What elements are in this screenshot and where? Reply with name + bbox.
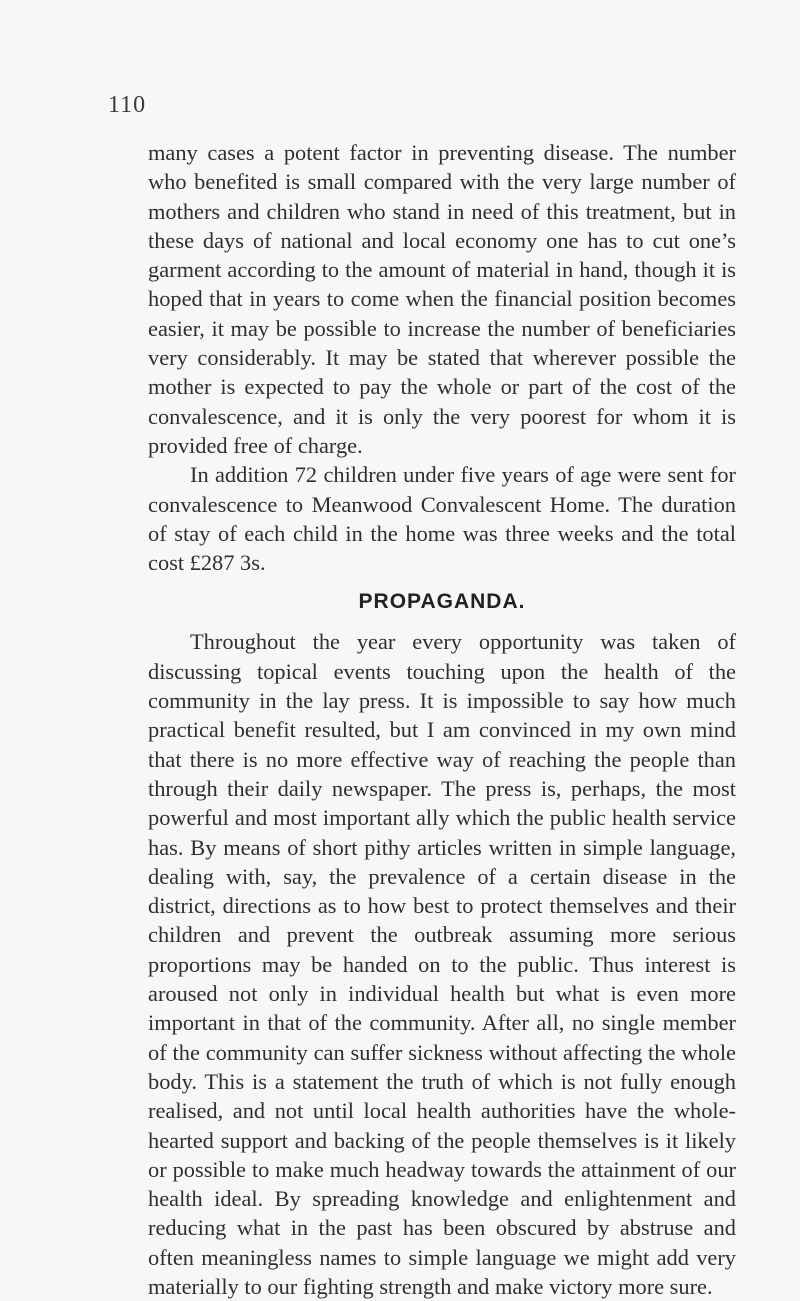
paragraph-continued: many cases a potent factor in preventing disease. The number who benefited is small compared with the very large number of mothers and children who stand in need of this treatment, but in these days of national and local economy one has to cut one’s garment according to the amount of material in hand, though it is hoped that in years to come when the financial position becomes easier, it may be possible to increase the number of beneficiaries very considerably. It may be stated that wherever possible the mother is expected to pay the whole or part of the cost of the convalescence, and it is only the very poorest for whom it is provided free of charge. [148,140,736,458]
section-heading: PROPAGANDA. [358,590,526,614]
body-text [148,138,736,1301]
paragraph-propaganda: Throughout the year every opportunity was taken of discussing topical events touching upon the health of the community in the lay press. It is impossible to say how much practical benefit resulted, but I am convinced in my own mind that there is no more effective way of reaching the people than through their daily newspaper. The press is, perhaps, the most powerful and most important ally which the public health service has. By means of short pithy articles written in simple language, dealing with, say, the prevalence of a certain disease in the district, directions as to how best to protect themselves and their children and prevent the outbreak assuming more serious proportions may be handed on to the public. Thus interest is aroused not only in individual health but what is even more important in that of the community. After all, no single member of the community can suffer sickness without affecting the whole body. This is a statement the truth of which is not fully enough realised, and not until local health authorities have the whole-hearted support and backing of the people themselves is it likely or possible to make much headway towards the attainment of our health ideal. By spreading knowledge and enlightenment and reducing what in the past has been obscured by abstruse and often meaningless names to simple language we might add very materially to our fighting strength and make victory more sure. [148,629,736,1299]
page-number: 110 [108,92,147,118]
paragraph-convalescence: In addition 72 children under five years of age were sent for convalescence to Meanwood Convalescent Home. The duration of stay of each child in the home was three weeks and the total cost £287 3s. [148,462,736,576]
